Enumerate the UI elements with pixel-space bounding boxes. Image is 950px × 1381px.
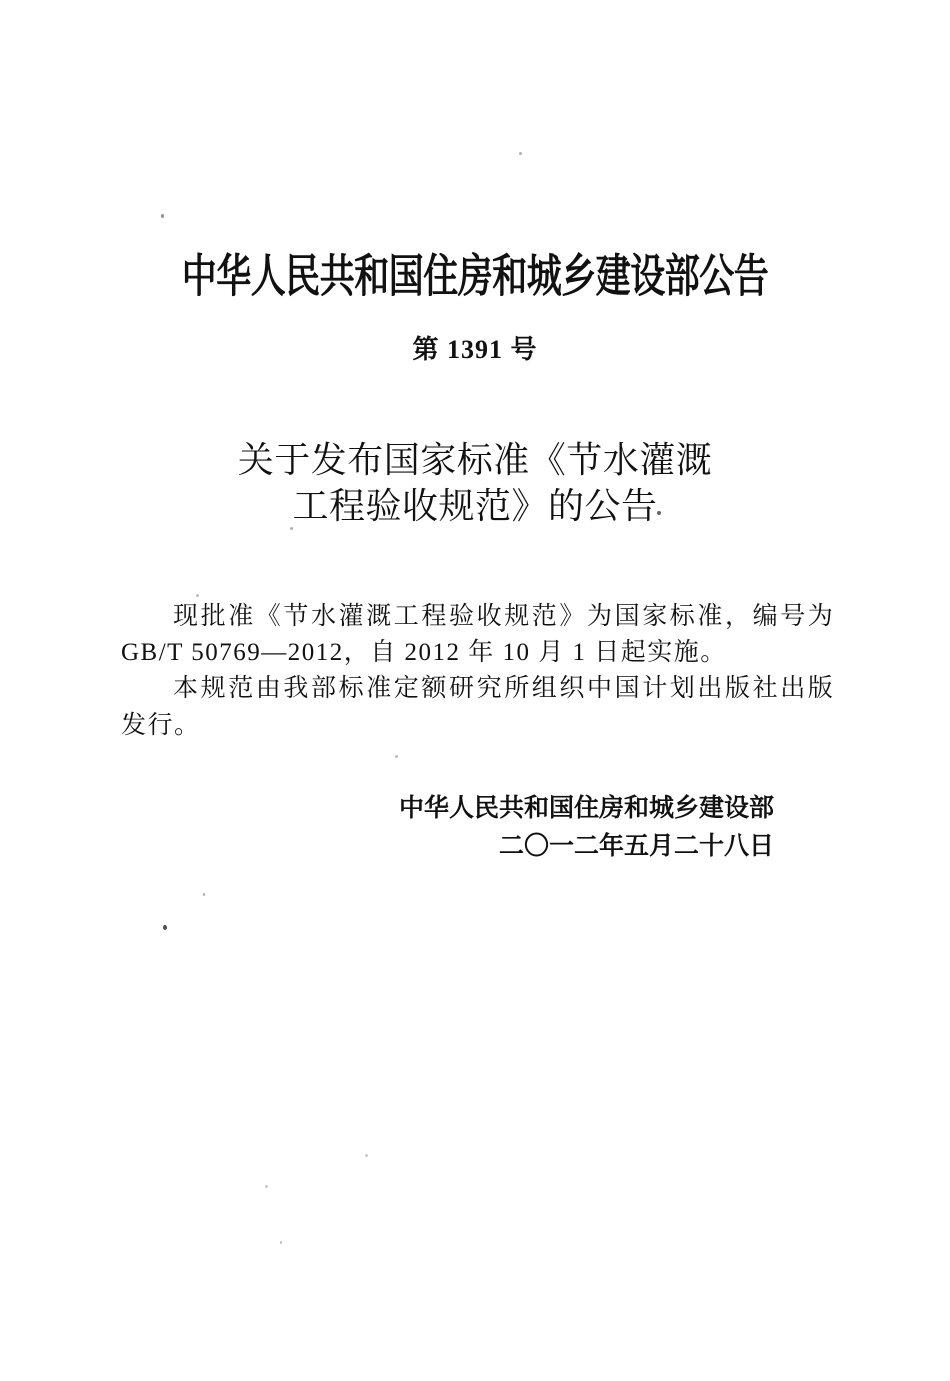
scan-speck (161, 214, 164, 218)
scan-speck (395, 755, 398, 758)
scan-speck (196, 594, 199, 597)
scan-speck (203, 893, 205, 896)
subtitle-line-2: 工程验收规范》的公告 (292, 486, 658, 526)
issue-date: 二〇一二年五月二十八日 (498, 830, 774, 860)
scan-speck (163, 925, 167, 930)
subtitle-line-1: 关于发布国家标准《节水灌溉 (237, 440, 713, 480)
body-line-1: 现批准《节水灌溉工程验收规范》为国家标准，编号为 (173, 603, 836, 630)
scan-speck (280, 1241, 282, 1244)
scan-speck (365, 1154, 368, 1157)
scan-speck (657, 511, 661, 515)
announcement-number: 第 1391 号 (412, 335, 538, 364)
scan-speck (519, 152, 522, 155)
body-line-4: 发行。 (121, 711, 201, 739)
scan-speck (290, 527, 293, 530)
signature-block (0, 789, 774, 864)
body-line-2: GB/T 50769—2012，自 2012 年 10 月 1 日起实施。 (121, 639, 727, 667)
announcement-body (121, 599, 843, 744)
scan-speck (265, 1185, 268, 1188)
announcement-title: 中华人民共和国住房和城乡建设部公告 (181, 251, 769, 304)
body-line-3: 本规范由我部标准定额研究所组织中国计划出版社出版 (173, 675, 836, 703)
issuer-name: 中华人民共和国住房和城乡建设部 (398, 793, 774, 822)
announcement-subtitle (0, 437, 950, 529)
